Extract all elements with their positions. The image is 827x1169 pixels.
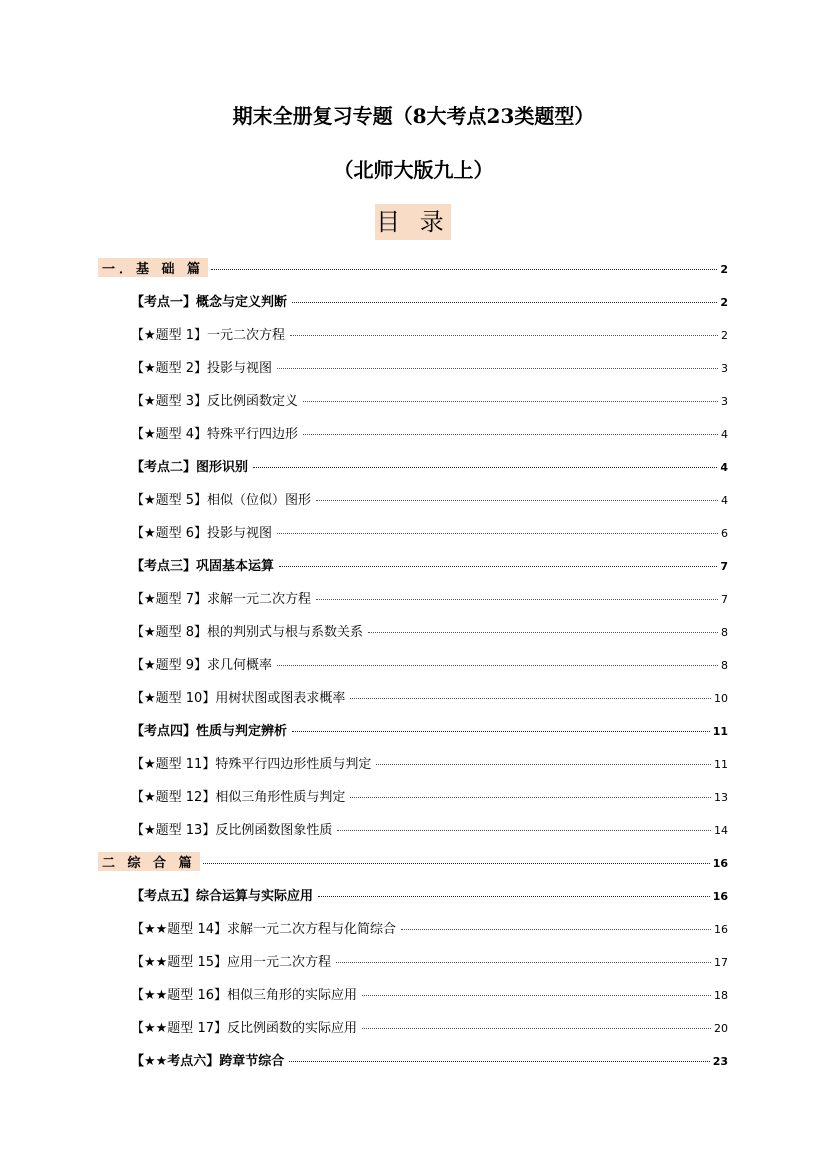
toc-entry[interactable] [131,984,728,1004]
toc-page: 3 [721,362,728,375]
toc-entry[interactable] [131,654,728,674]
toc-label: 【考点四】性质与判定辨析 [131,724,288,739]
dot-leader [277,665,718,666]
toc-page: 3 [721,395,728,408]
toc-label: 【考点三】巩固基本运算 [131,559,275,574]
toc-label: 【★★题型 15】应用一元二次方程 [131,955,331,970]
toc-page: 14 [714,824,728,837]
toc-entry[interactable] [131,324,728,344]
toc-entry[interactable] [131,720,728,740]
toc-label: 二 综 合 篇 [98,852,200,871]
toc-label: 【考点二】图形识别 [131,460,249,475]
dot-leader [203,863,710,864]
toc-label: 【★题型 1】一元二次方程 [131,328,286,343]
toc-label: 【★题型 10】用树状图或图表求概率 [131,691,346,706]
dot-leader [292,302,717,303]
dot-leader [303,434,718,435]
toc-label: 【★题型 11】特殊平行四边形性质与判定 [131,757,372,772]
dot-leader [289,1061,709,1062]
toc-page: 11 [714,758,728,771]
toc-page: 16 [712,890,728,903]
toc-label: 【★★题型 17】反比例函数的实际应用 [131,1021,357,1036]
toc-label: 【★题型 2】投影与视图 [131,361,273,376]
toc-entry[interactable] [131,555,728,575]
dot-leader [290,335,718,336]
dot-leader [401,929,711,930]
toc-label: 【★题型 13】反比例函数图象性质 [131,823,333,838]
dot-leader [318,896,710,897]
toc-page: 16 [714,923,728,936]
toc-label: 【★题型 7】求解一元二次方程 [131,592,312,607]
dot-leader [336,962,711,963]
toc-section-comprehensive[interactable] [98,852,728,872]
toc-page: 2 [720,296,728,309]
toc-label: 【★★题型 14】求解一元二次方程与化简综合 [131,922,396,937]
toc-entry[interactable] [131,1017,728,1037]
toc-label: 【★★考点六】跨章节综合 [131,1054,285,1069]
toc-page: 8 [721,659,728,672]
dot-leader [316,500,718,501]
toc-page: 4 [721,494,728,507]
toc-label: 【★题型 8】根的判别式与根与系数关系 [131,625,364,640]
dot-leader [368,632,718,633]
dot-leader [316,599,718,600]
dot-leader [362,1028,711,1029]
toc-page: 23 [712,1055,728,1068]
toc-page: 16 [712,857,728,870]
toc-entry[interactable] [131,357,728,377]
dot-leader [337,830,711,831]
toc-entry[interactable] [131,588,728,608]
toc-entry[interactable] [131,786,728,806]
toc-entry[interactable] [131,753,728,773]
toc-page: 7 [721,593,728,606]
dot-leader [211,269,717,270]
toc-entry[interactable] [131,390,728,410]
toc-page: 2 [721,329,728,342]
dot-leader [350,797,711,798]
dot-leader [292,731,710,732]
toc-page: 11 [712,725,728,738]
dot-leader [303,401,718,402]
toc-label: 【考点五】综合运算与实际应用 [131,889,314,904]
dot-leader [279,566,717,567]
toc-entry[interactable] [131,918,728,938]
toc-page: 17 [714,956,728,969]
toc-entry[interactable] [131,291,728,311]
toc-label: 【★题型 4】特殊平行四边形 [131,427,299,442]
toc-page: 18 [714,989,728,1002]
toc-label: 【★题型 6】投影与视图 [131,526,273,541]
toc-entry[interactable] [131,423,728,443]
dot-leader [277,368,718,369]
dot-leader [362,995,711,996]
toc-label: 【★★题型 16】相似三角形的实际应用 [131,988,357,1003]
toc-page: 2 [720,263,728,276]
toc-page: 4 [720,461,728,474]
toc-label: 【★题型 9】求几何概率 [131,658,273,673]
dot-leader [376,764,711,765]
toc-entry[interactable] [131,522,728,542]
toc-page: 20 [714,1022,728,1035]
toc-page: 7 [720,560,728,573]
toc-label: 【★题型 5】相似（位似）图形 [131,493,312,508]
dot-leader [253,467,717,468]
toc-entry[interactable] [131,885,728,905]
toc-entry[interactable] [131,621,728,641]
toc-section-basic[interactable] [98,258,728,278]
toc-label: 【考点一】概念与定义判断 [131,295,288,310]
toc-page: 10 [714,692,728,705]
document-title: 期末全册复习专题（8大考点23类题型） [232,104,595,128]
toc-entry[interactable] [131,456,728,476]
toc-page: 8 [721,626,728,639]
dot-leader [277,533,718,534]
toc-entry[interactable] [131,489,728,509]
toc-label: 一．基 础 篇 [98,258,208,277]
toc-entry[interactable] [131,687,728,707]
toc-label: 【★题型 12】相似三角形性质与判定 [131,790,346,805]
toc-page: 6 [721,527,728,540]
toc-heading: 目 录 [375,204,451,240]
toc-label: 【★题型 3】反比例函数定义 [131,394,299,409]
toc-page: 13 [714,791,728,804]
toc-page: 4 [721,428,728,441]
toc-entry[interactable] [131,1050,728,1070]
dot-leader [350,698,711,699]
document-subtitle: （北师大版九上） [333,158,494,182]
toc-entry[interactable] [131,819,728,839]
toc-entry[interactable] [131,951,728,971]
